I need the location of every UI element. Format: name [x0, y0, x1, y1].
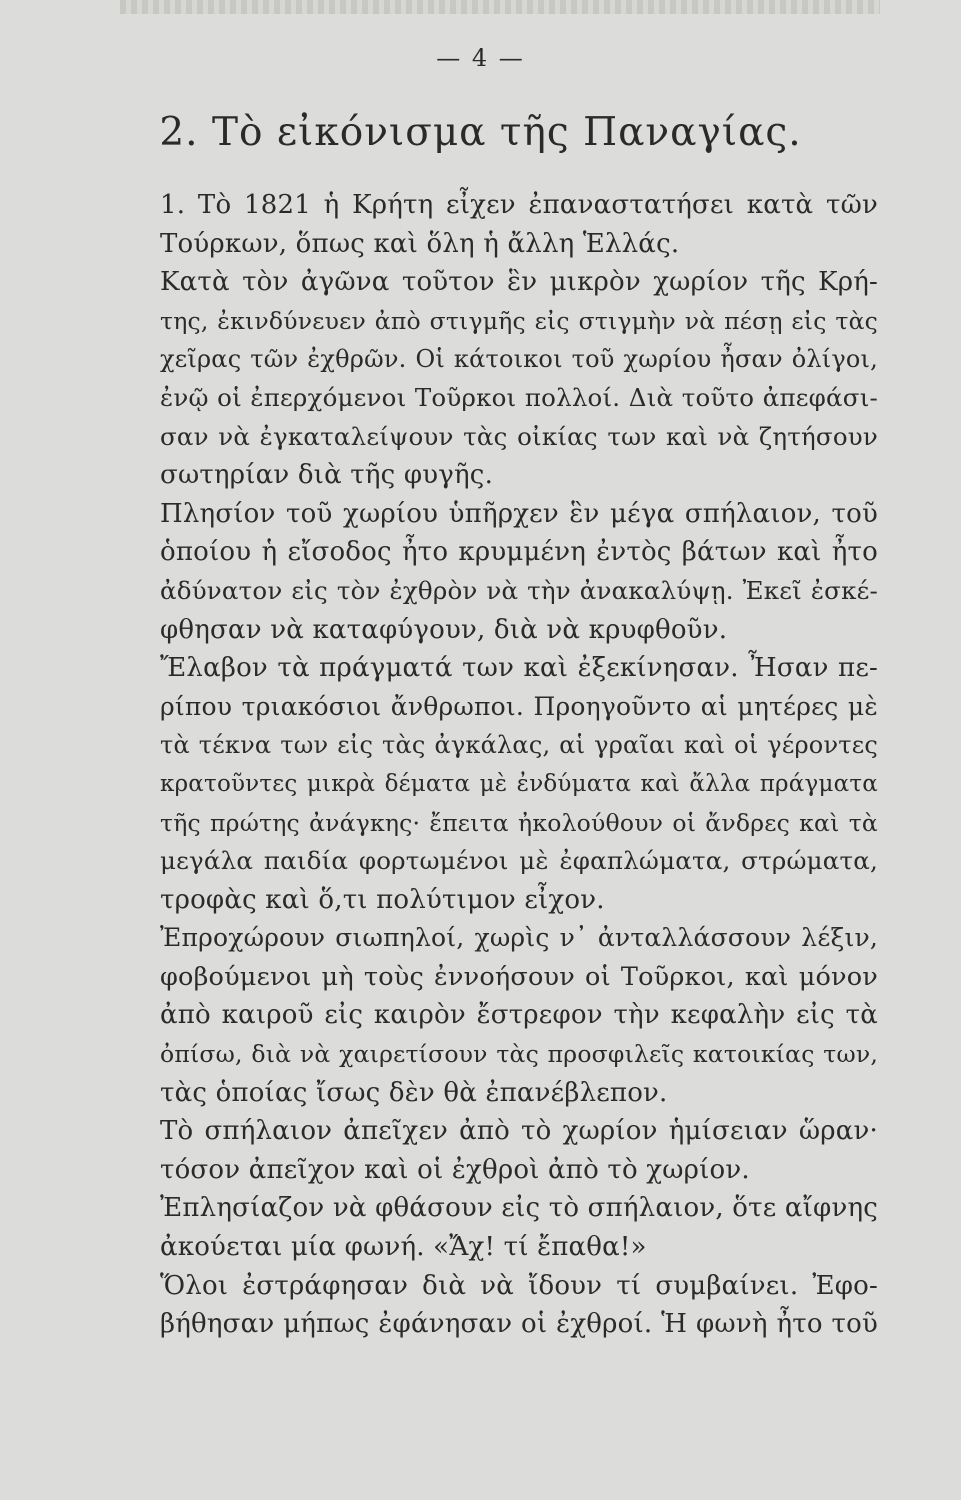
text-line: τῆς πρώτης ἀνάγκης· ἔπειτα ἠκολούθουν οἱ ἄνδρες καὶ τὰ	[160, 808, 878, 837]
text-line: ἐνῷ οἱ ἐπερχόμενοι Τοῦρκοι πολλοί. Διὰ τοῦτο ἀπεφάσι-	[160, 382, 878, 412]
text-line: βήθησαν μήπως ἐφάνησαν οἱ ἐχθροί. Ἡ φωνὴ ἦτο τοῦ	[160, 1309, 878, 1340]
text-line: Ἐπλησίαζον νὰ φθάσουν εἰς τὸ σπήλαιον, ὅτε αἴφνης	[160, 1193, 878, 1224]
text-line: χεῖρας τῶν ἐχθρῶν. Οἱ κάτοικοι τοῦ χωρίου ἦσαν ὀλίγοι,	[160, 345, 878, 374]
text-line: ὁποίου ἡ εἴσοδος ἦτο κρυμμένη ἐντὸς βάτων καὶ ἦτο	[160, 537, 878, 568]
text-line: φοβούμενοι μὴ τοὺς ἐννοήσουν οἱ Τοῦρκοι, καὶ μόνον	[160, 961, 878, 992]
page-top-edge	[120, 0, 880, 14]
text-line: κρατοῦντες μικρὰ δέματα μὲ ἐνδύματα καὶ ἄλλα πράγματα	[160, 770, 878, 797]
text-line: Ἔλαβον τὰ πράγματά των καὶ ἐξεκίνησαν. Ἦσαν πε-	[160, 653, 878, 684]
text-line: ρίπου τριακόσιοι ἄνθρωποι. Προηγοῦντο αἱ μητέρες μὲ	[160, 691, 878, 721]
text-line: ἀκούεται μία φωνή. «Ἄχ! τί ἔπαθα!»	[160, 1232, 647, 1263]
text-line: Τὸ σπήλαιον ἀπεῖχεν ἀπὸ τὸ χωρίον ἡμίσειαν ὥραν·	[160, 1116, 878, 1147]
text-line: 1. Τὸ 1821 ἡ Κρήτη εἶχεν ἐπαναστατήσει κατὰ τῶν	[160, 190, 878, 220]
page-number: — 4 —	[436, 44, 525, 72]
text-line: Τούρκων, ὅπως καὶ ὅλη ἡ ἄλλη Ἑλλάς.	[160, 228, 680, 259]
text-line: Πλησίον τοῦ χωρίου ὑπῆρχεν ἓν μέγα σπήλαιον, τοῦ	[160, 498, 878, 529]
text-line: ἀπὸ καιροῦ εἰς καιρὸν ἔστρεφον τὴν κεφαλὴν εἰς τὰ	[160, 1000, 878, 1031]
text-line: ὀπίσω, διὰ νὰ χαιρετίσουν τὰς προσφιλεῖς κατοικίας των,	[160, 1040, 878, 1069]
text-line: φθησαν νὰ καταφύγουν, διὰ νὰ κρυφθοῦν.	[160, 614, 728, 645]
text-line: Κατὰ τὸν ἀγῶνα τοῦτον ἓν μικρὸν χωρίον τῆς Κρή-	[160, 267, 878, 298]
text-line: της, ἐκινδύνευεν ἀπὸ στιγμῆς εἰς στιγμὴν νὰ πέσῃ εἰς τὰς	[160, 306, 878, 335]
chapter-title: 2. Τὸ εἰκόνισμα τῆς Παναγίας.	[159, 110, 802, 155]
text-line: Ἐπροχώρουν σιωπηλοί, χωρὶς ν᾽ ἀνταλλάσσουν λέξιν,	[160, 923, 878, 953]
text-line: τὰ τέκνα των εἰς τὰς ἀγκάλας, αἱ γραῖαι καὶ οἱ γέροντες	[160, 731, 878, 760]
text-line: τροφὰς καὶ ὅ,τι πολύτιμον εἶχον.	[160, 884, 605, 915]
text-line: μεγάλα παιδία φορτωμένοι μὲ ἐφαπλώματα, στρώματα,	[160, 846, 878, 876]
text-line: σωτηρίαν διὰ τῆς φυγῆς.	[160, 460, 494, 491]
text-line: Ὅλοι ἐστράφησαν διὰ νὰ ἴδουν τί συμβαίνει. Ἐφο-	[160, 1270, 878, 1301]
text-line: τόσον ἀπεῖχον καὶ οἱ ἐχθροὶ ἀπὸ τὸ χωρίον.	[160, 1154, 750, 1185]
text-line: σαν νὰ ἐγκαταλείψουν τὰς οἰκίας των καὶ νὰ ζητήσουν	[160, 421, 878, 451]
body-text	[160, 186, 878, 1344]
text-line: ἀδύνατον εἰς τὸν ἐχθρὸν νὰ τὴν ἀνακαλύψῃ. Ἐκεῖ ἐσκέ-	[160, 575, 878, 605]
text-line: τὰς ὁποίας ἴσως δὲν θὰ ἐπανέβλεπον.	[160, 1077, 668, 1108]
